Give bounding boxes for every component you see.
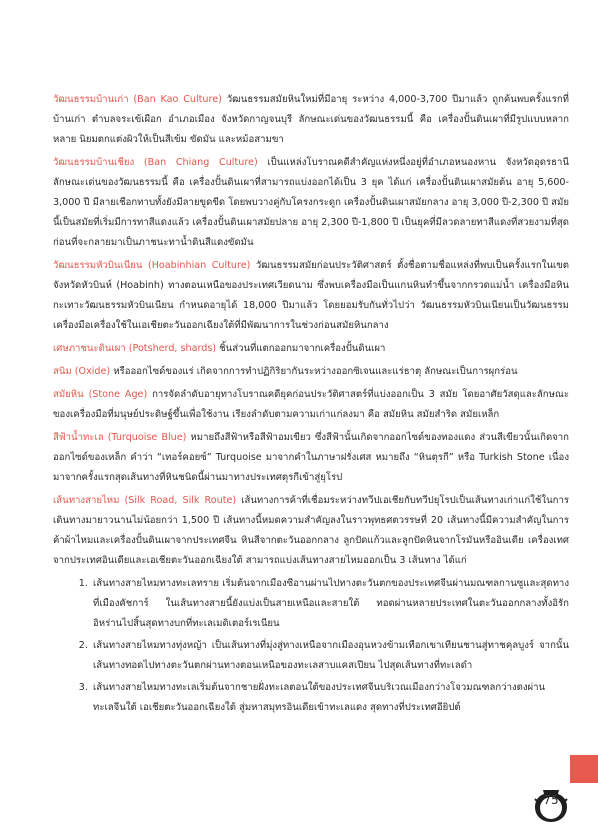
glossary-entry-stone-age <box>53 385 569 425</box>
list-item: 1. เส้นทางสายไหมทางทะเลทราย เริ่มต้นจากเมืองซีอานผ่านไปทางตะวันตกของประเทศจีนผ่านมณฑลกานซูและสุดทางที่เมืองคัชการ์ ในเส้นทางสายนี้ยังแบ่งเป็นสายเหนือและสายใต้ ทอดผ่านหลายประเทศในตะวันออกกลางทั้งอิรัก อิหร่านไปสิ้นสุดทางบกที่ทะเลเมดิเตอร์เรเนียน <box>91 574 569 634</box>
glossary-definition: วัฒนธรรมสมัยก่อนประวัติศาสตร์ ตั้งชื่อตามชื่อแหล่งที่พบเป็นครั้งแรกในเขตจังหวัดหัวบินห์ (Hoabinh) ทางตอนเหนือของประเทศเวียดนาม ซึ่งพบเครื่องมือเป็นแกนหินทำขึ้นจากกรวดแม่น้ำ เครื่องมือหินกะเทาะวัฒนธรรมหัวบินเนียน กำหนดอายุได้ 18,000 ปีมาแล้ว โดยยอมรับกันทั่วไปว่า วัฒนธรรมหัวบินเนียนเป็นวัฒนธรรมเครื่องมือเครื่องใช้ในเอเชียตะวันออกเฉียงใต้ที่มีพัฒนาการในช่วงก่อนสมัยหินกลาง <box>53 260 569 331</box>
glossary-definition: เส้นทางการค้าที่เชื่อมระหว่างทวีปเอเชียกับทวีปยุโรปเป็นเส้นทางเก่าแก่ใช้ในการเดินทางมายาวนานไม่น้อยกว่า 1,500 ปี เส้นทางนี้หมดความสำคัญลงในราวพุทธศตวรรษที่ 20 เส้นทางนี้มีความสำคัญในการค้าผ้าไหมและเครื่องปั้นดินเผาจากประเทศจีน หินสีจากตะวันออกกลาง ลูกปัดแก้วและลูกปัดหินจากโรมันหรืออินเดีย เครื่องเทศจากประเทศอินเดียและเอเชียตะวันออกเฉียงใต้ สามารถแบ่งเส้นทางสายไหมออกเป็น 3 เส้นทาง ได้แก่ <box>53 495 569 566</box>
glossary-term: วัฒนธรรมหัวบินเนียน (Hoabinhian Culture) <box>53 260 251 271</box>
glossary-definition: หรือออกไซด์ของแร่ เกิดจากการทำปฏิกิริยากันระหว่างออกซิเจนและแร่ธาตุ ลักษณะเป็นการผุกร่อน <box>110 366 518 377</box>
glossary-entry-ban-kao <box>53 90 569 150</box>
glossary-term: เศษภาชนะดินเผา (Potsherd, shards) <box>53 343 217 354</box>
glossary-content <box>53 90 569 720</box>
glossary-definition: การจัดลำดับอายุทางโบราณคดียุคก่อนประวัติศาสตร์ที่แบ่งออกเป็น 3 สมัย โดยอาศัยวัสดุและลักษณะของเครื่องมือที่มนุษย์ประดิษฐ์ขึ้นเพื่อใช้งาน เรียงลำดับตามความเก่าแก่ลงมา คือ สมัยหิน สมัยสำริด สมัยเหล็ก <box>53 389 569 420</box>
glossary-definition: หมายถึงสีฟ้าหรือสีฟ้าอมเขียว ซึ่งสีฟ้านั้นเกิดจากออกไซด์ของทองแดง ส่วนสีเขียวนั้นเกิดจากออกไซด์ของเหล็ก คำว่า “เทอร์คอยซ์” Turquoise มาจากคำในภาษาฝรั่งเศส หมายถึง “หินตุรกี” หรือ Turkish Stone เนื่องมาจากครั้งแรกสุดเส้นทางที่หินชนิดนี้ผ่านมาทางประเทศตุรกีเข้าสู่ยุโรป <box>53 432 569 483</box>
page-number-badge <box>534 787 568 823</box>
silk-road-routes-list <box>53 574 569 718</box>
glossary-entry-turquoise <box>53 428 569 488</box>
glossary-term: สนิม (Oxide) <box>53 366 111 377</box>
page-number: 75 <box>543 793 559 807</box>
glossary-term: สีฟ้าน้ำทะเล (Turquoise Blue) <box>53 432 187 443</box>
glossary-term: วัฒนธรรมบ้านเชียง (Ban Chiang Culture) <box>53 157 258 168</box>
glossary-term: วัฒนธรรมบ้านเก่า (Ban Kao Culture) <box>53 94 222 105</box>
glossary-definition: ชิ้นส่วนที่แตกออกมาจากเครื่องปั้นดินเผา <box>216 343 386 354</box>
list-item: 2. เส้นทางสายไหมทางทุ่งหญ้า เป็นเส้นทางที่มุ่งสู่ทางเหนือจากเมืองอุนหวงข้ามเทือกเขาเทียนชานสู่ทาชคุลบูงร์ จากนั้นเส้นทางทอดไปทางตะวันตกผ่านทางตอนเหนือของทะเลสาบแคสเปียน ไปสุดเส้นทางที่ทะเลดำ <box>91 636 569 676</box>
glossary-entry-ban-chiang <box>53 153 569 253</box>
glossary-definition: เป็นแหล่งโบราณคดีสำคัญแห่งหนึ่งอยู่ที่อำเภอหนองหาน จังหวัดอุดรธานี ลักษณะเด่นของวัฒนธรรมนี้ คือ เครื่องปั้นดินเผาที่สามารถแบ่งออกได้เป็น 3 ยุค ได้แก่ เครื่องปั้นดินเผาสมัยต้น อายุ 5,600-3,000 ปี มีลายเชือกทาบทั้งยังมีลายขูดขีด โดยพบวางคู่กับโครงกระดูก เครื่องปั้นดินเผาสมัยกลาง อายุ 3,000 ปี-2,300 ปี สมัยนี้เป็นสมัยที่เริ่มมีการทาสีแดงแล้ว เครื่องปั้นดินเผาสมัยปลาย อายุ 2,300 ปี-1,800 ปี เป็นยุคที่มีลวดลายทาสีแดงที่สวยงามที่สุด ก่อนที่จะกลายมาเป็นภาชนะทาน้ำดินสีแดงขัดมัน <box>53 157 569 248</box>
glossary-entry-potsherd <box>53 339 569 359</box>
glossary-entry-hoabinhian <box>53 256 569 336</box>
glossary-definition: วัฒนธรรมสมัยหินใหม่ที่มีอายุ ระหว่าง 4,000-3,700 ปีมาแล้ว ถูกค้นพบครั้งแรกที่บ้านเก่า ตำบลจระเข้เผือก อำเภอเมือง จังหวัดกาญจนบุรี ลักษณะเด่นของวัฒนธรรมนี้ คือ เครื่องปั้นดินเผาที่มีรูปแบบหลากหลาย นิยมตกแต่งผิวให้เป็นสีเข้ม ขัดมัน และหม้อสามขา <box>53 94 569 145</box>
glossary-term: สมัยหิน (Stone Age) <box>53 389 148 400</box>
glossary-entry-oxide <box>53 362 569 382</box>
glossary-entry-silk-road <box>53 491 569 571</box>
list-item: 3. เส้นทางสายไหมทางทะเลเริ่มต้นจากชายฝั่งทะเลตอนใต้ของประเทศจีนบริเวณเมืองกว่างโจวมณฑลกว่างตงผ่านทะเลจีนใต้ เอเชียตะวันออกเฉียงใต้ สู่มหาสมุทรอินเดียเข้าทะเลแดง สุดทางที่ประเทศอียิปต์ <box>91 678 569 718</box>
accent-bar <box>570 755 598 783</box>
glossary-term: เส้นทางสายไหม (Silk Road, Silk Route) <box>53 495 237 506</box>
